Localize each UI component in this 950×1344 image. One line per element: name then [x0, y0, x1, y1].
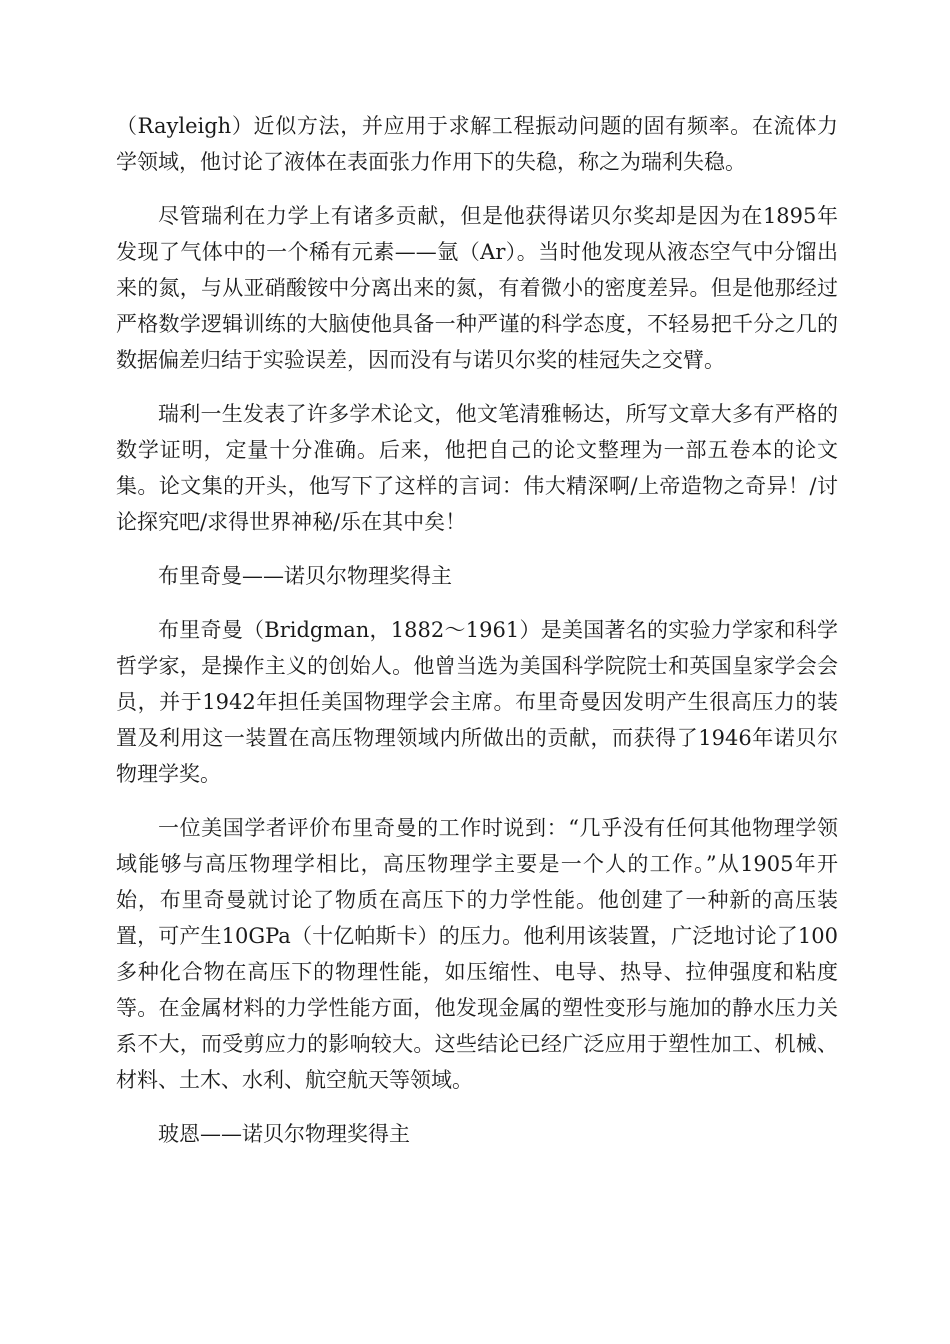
paragraph-rayleigh-method: （Rayleigh）近似方法，并应用于求解工程振动问题的固有频率。在流体力学领域，他讨论了液体在表面张力作用下的失稳，称之为瑞利失稳。 [116, 114, 838, 174]
paragraph-rayleigh-nobel: 尽管瑞利在力学上有诸多贡献，但是他获得诺贝尔奖却是因为在1895年发现了气体中的一个稀有元素——氩（Ar）。当时他发现从液态空气中分馏出来的氮，与从亚硝酸铵中分离出来的氮，有着微小的密度差异。但是他那经过严格数学逻辑训练的大脑使他具备一种严谨的科学态度，不轻易把千分之几的数据偏差归结于实验误差，因而没有与诺贝尔奖的桂冠失之交臂。 [116, 204, 838, 372]
document-body [116, 108, 838, 1170]
section-heading-bridgman: 布里奇曼——诺贝尔物理奖得主 [158, 564, 452, 588]
paragraph-bridgman-work: 一位美国学者评价布里奇曼的工作时说到：“几乎没有任何其他物理学领域能够与高压物理学相比，高压物理学主要是一个人的工作。”从1905年开始，布里奇曼就讨论了物质在高压下的力学性能。他创建了一种新的高压装置，可产生10GPa（十亿帕斯卡）的压力。他利用该装置，广泛地讨论了100多种化合物在高压下的物理性能，如压缩性、电导、热导、拉伸强度和粘度等。在金属材料的力学性能方面，他发现金属的塑性变形与施加的静水压力关系不大，而受剪应力的影响较大。这些结论已经广泛应用于塑性加工、机械、材料、土木、水利、航空航天等领域。 [116, 816, 838, 1092]
paragraph-rayleigh-papers: 瑞利一生发表了许多学术论文，他文笔清雅畅达，所写文章大多有严格的数学证明，定量十分准确。后来，他把自己的论文整理为一部五卷本的论文集。论文集的开头，他写下了这样的言词：伟大精深啊/上帝造物之奇异！/讨论探究吧/求得世界神秘/乐在其中矣！ [116, 402, 838, 534]
section-heading-born: 玻恩——诺贝尔物理奖得主 [158, 1122, 410, 1146]
paragraph-bridgman-intro: 布里奇曼（Bridgman，1882～1961）是美国著名的实验力学家和科学哲学家，是操作主义的创始人。他曾当选为美国科学院院士和英国皇家学会会员，并于1942年担任美国物理学会主席。布里奇曼因发明产生很高压力的装置及利用这一装置在高压物理领域内所做出的贡献，而获得了1946年诺贝尔物理学奖。 [116, 618, 838, 786]
